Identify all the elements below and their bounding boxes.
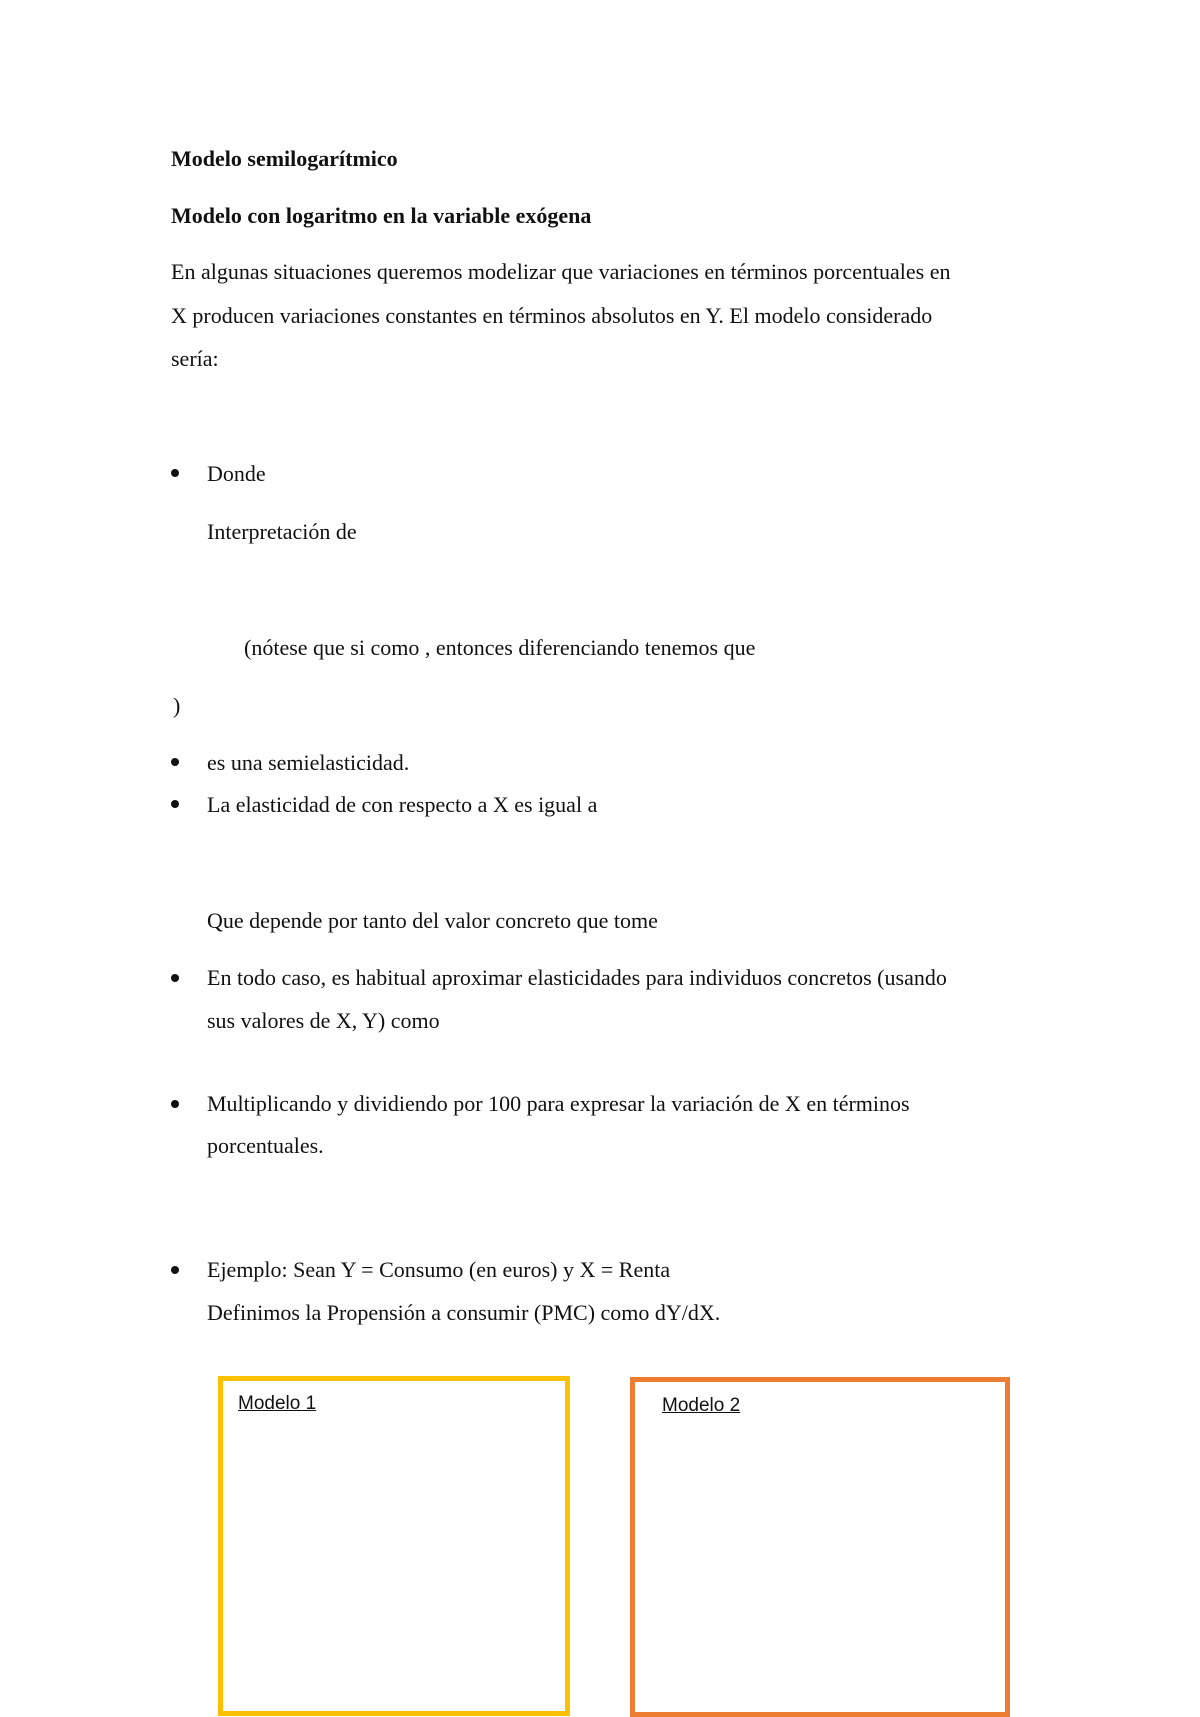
ejemplo-line-1: Ejemplo: Sean Y = Consumo (en euros) y X = Renta (207, 1257, 671, 1282)
ejemplo-line-2: Definimos la Propensión a consumir (PMC) como dY/dX. (207, 1300, 721, 1325)
bullet-icon (171, 1100, 179, 1108)
multiplicando-line-2: porcentuales. (207, 1133, 324, 1158)
donde-text: Donde (207, 461, 266, 486)
bullet-icon (171, 1266, 179, 1274)
note-close: ) (173, 693, 181, 718)
page-title: Modelo semilogarítmico (171, 146, 398, 171)
intro-line-1: En algunas situaciones queremos modelizar que variaciones en términos porcentuales en (171, 259, 951, 284)
intro-line-2: X producen variaciones constantes en términos absolutos en Y. El modelo considerado (171, 303, 933, 328)
modelo-1-label: Modelo 1 (238, 1393, 317, 1414)
depende-text: Que depende por tanto del valor concreto que tome (207, 908, 658, 933)
modelo-2-box (630, 1377, 1010, 1717)
section-heading: Modelo con logaritmo en la variable exógena (171, 203, 592, 228)
multiplicando-line-1: Multiplicando y dividiendo por 100 para expresar la variación de X en términos (207, 1091, 910, 1116)
intro-line-3: sería: (171, 346, 219, 371)
bullet-icon (171, 800, 179, 808)
bullet-icon (171, 469, 179, 477)
todo-caso-line-2: sus valores de X, Y) como (207, 1008, 440, 1033)
todo-caso-line-1: En todo caso, es habitual aproximar elasticidades para individuos concretos (usando (207, 965, 947, 990)
elasticidad-text: La elasticidad de con respecto a X es igual a (207, 792, 598, 817)
modelo-2-label: Modelo 2 (662, 1395, 741, 1416)
note-text: (nótese que si como , entonces diferenciando tenemos que (244, 635, 756, 660)
bullet-icon (171, 758, 179, 766)
modelo-1-box (218, 1376, 570, 1716)
interpretacion-text: Interpretación de (207, 519, 357, 544)
bullet-icon (171, 974, 179, 982)
semielasticidad-text: es una semielasticidad. (207, 750, 410, 775)
